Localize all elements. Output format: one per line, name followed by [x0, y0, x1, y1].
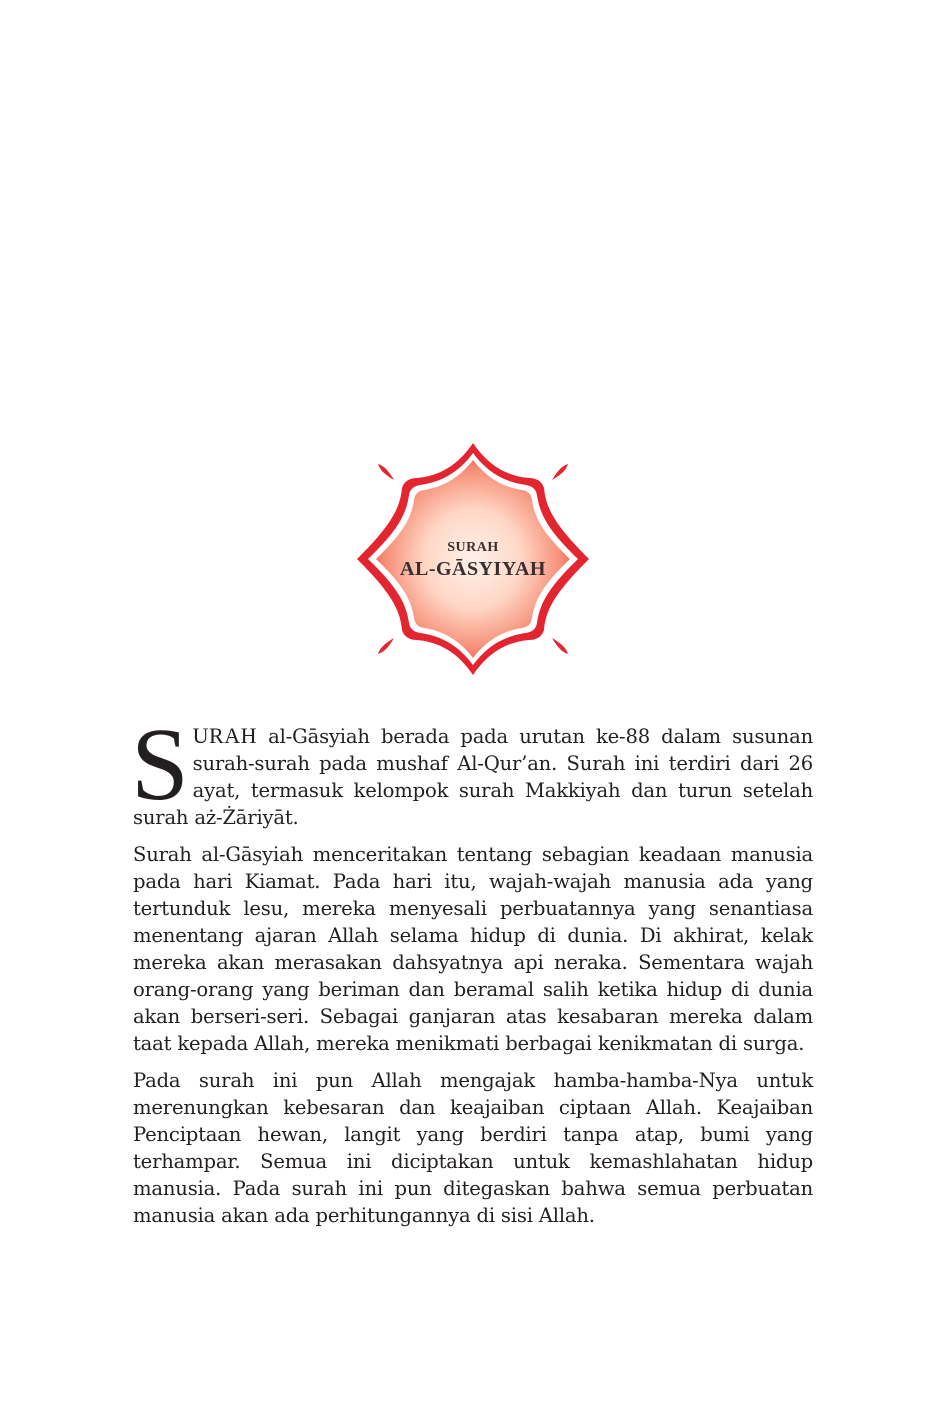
- corner-petal: [552, 464, 568, 480]
- paragraph-3: Pada surah ini pun Allah mengajak hamba-hamba-Nya untuk merenungkan kebesaran dan keajaiban ciptaan Allah. Keajaiban Penciptaan hewan, langit yang berdiri tanpa atap, bumi yang terhampar. Semua ini diciptakan untuk kemashlahatan hidup manusia. Pada surah ini pun ditegaskan bahwa semua perbuatan manusia akan ada perhitungannya di sisi Allah.: [133, 1069, 813, 1227]
- intro-paragraph: [131, 707, 813, 831]
- emblem-label-small: SURAH: [447, 540, 499, 555]
- body-text: [131, 707, 813, 1239]
- emblem-title: [354, 540, 592, 582]
- emblem-label-big: AL-GĀSYIYAH: [400, 558, 546, 580]
- lead-word: URAH: [192, 723, 257, 748]
- drop-cap: S: [131, 707, 189, 822]
- corner-petal: [378, 638, 394, 654]
- intro-text: al-Gāsyiah berada pada urutan ke-88 dalam susunan surah-surah pada mushaf Al-Qur’an. Surah ini terdiri dari 26 ayat, termasuk kelompok surah Makkiyah dan turun setelah surah aż-Żāriyāt.: [133, 725, 813, 829]
- paragraph-2: Surah al-Gāsyiah menceritakan tentang sebagian keadaan manusia pada hari Kiamat. Pada hari itu, wajah-wajah manusia ada yang tertunduk lesu, mereka menyesali perbuatannya yang senantiasa menentang ajaran Allah selama hidup di dunia. Di akhirat, kelak mereka akan merasakan dahsyatnya api neraka. Sementara wajah orang-orang yang beriman dan beramal salih ketika hidup di dunia akan berseri-seri. Sebagai ganjaran atas kesabaran mereka dalam taat kepada Allah, mereka menikmati berbagai kenikmatan di surga.: [133, 843, 813, 1055]
- corner-petal: [552, 638, 568, 654]
- surah-title-emblem: [354, 440, 592, 678]
- corner-petal: [378, 464, 394, 480]
